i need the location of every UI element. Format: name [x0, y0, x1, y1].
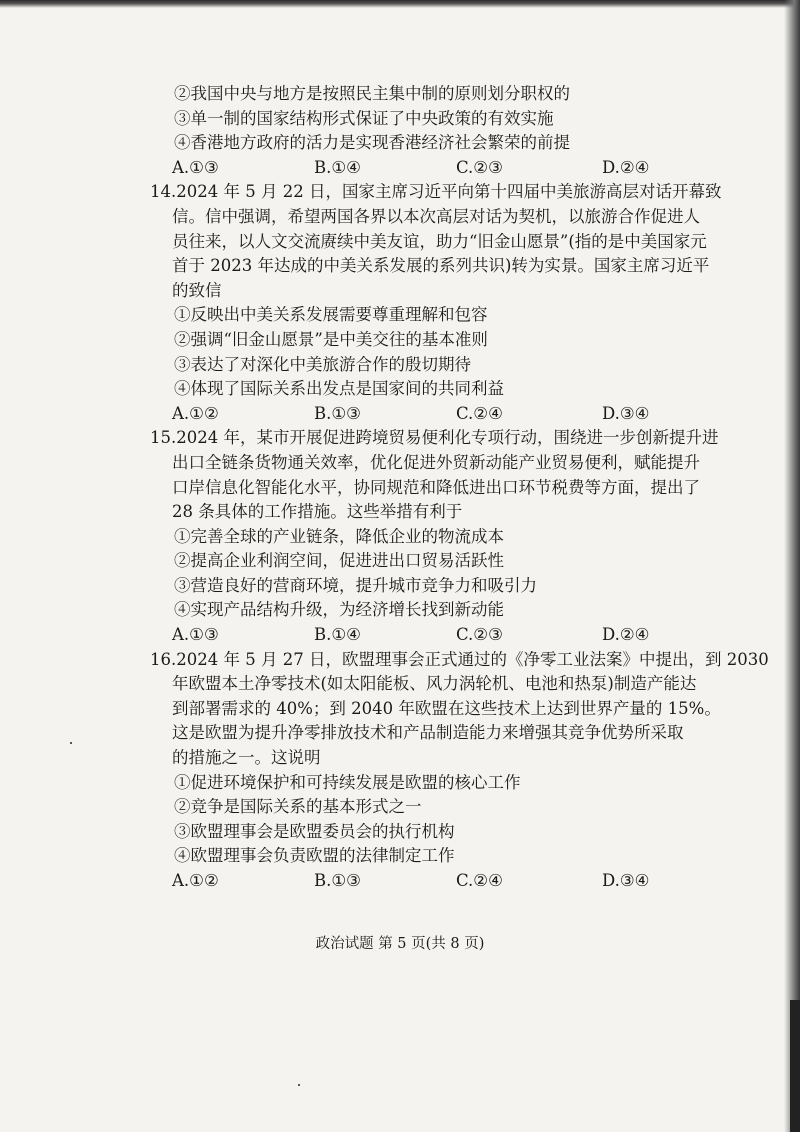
choice-b: B.①③ [314, 871, 361, 890]
option-4: ④体现了国际关系出发点是国家间的共同利益 [174, 379, 504, 399]
choice-c: C.②③ [456, 625, 503, 645]
question-stem-line: 信。信中强调，希望两国各界以本次高层对话为契机，以旅游合作促进人 [172, 206, 700, 226]
scan-shadow-top [0, 0, 800, 8]
option-2: ②强调“旧金山愿景”是中美交往的基本准则 [174, 329, 488, 349]
question-14 [150, 180, 722, 426]
option-4: ④实现产品结构升级，为经济增长找到新动能 [174, 600, 504, 620]
question-stem-line: 年欧盟本土净零技术(如太阳能板、风力涡轮机、电池和热泵)制造产能达 [172, 674, 697, 694]
answer-choices [172, 402, 712, 427]
option-3: ③单一制的国家结构形式保证了中央政策的有效实施 [174, 108, 554, 128]
question-stem-line: 出口全链条货物通关效率，优化促进外贸新动能产业贸易便利，赋能提升 [172, 452, 700, 472]
scan-speck [298, 1084, 300, 1086]
option-2: ②竞争是国际关系的基本形式之一 [174, 797, 422, 817]
choice-b: B.①④ [314, 625, 361, 645]
choice-c: C.②④ [456, 403, 503, 423]
question-13-continued [172, 82, 712, 180]
question-stem-line: 到部署需求的 40%；到 2040 年欧盟在这些技术上达到世界产量的 15%。 [172, 698, 721, 718]
option-4: ④欧盟理事会负责欧盟的法律制定工作 [174, 846, 455, 866]
scan-shadow-right [784, 0, 800, 1132]
question-15 [150, 426, 719, 647]
choice-c: C.②④ [456, 871, 503, 890]
question-stem-line: 28 条具体的工作措施。这些举措有利于 [172, 502, 463, 522]
choice-b: B.①③ [314, 403, 361, 423]
choice-d: D.③④ [602, 871, 650, 890]
question-stem-line: 的措施之一。这说明 [172, 748, 321, 768]
question-stem-line: 14.2024 年 5 月 22 日，国家主席习近平向第十四届中美旅游高层对话开幕致 [150, 182, 722, 202]
option-2: ②提高企业利润空间，促进进出口贸易活跃性 [174, 551, 504, 571]
choice-d: D.②④ [602, 157, 650, 177]
option-3: ③欧盟理事会是欧盟委员会的执行机构 [174, 821, 455, 841]
choice-c: C.②③ [456, 157, 503, 177]
option-3: ③表达了对深化中美旅游合作的殷切期待 [174, 354, 471, 374]
option-1: ①完善全球的产业链条，降低企业的物流成本 [174, 526, 504, 546]
question-stem-line: 员往来，以人文交流赓续中美友谊，助力“旧金山愿景”(指的是中美国家元 [172, 231, 707, 251]
answer-choices [172, 869, 712, 894]
choice-d: D.③④ [602, 403, 650, 423]
choice-a: A.①③ [172, 157, 219, 177]
scan-speck [70, 742, 72, 744]
option-2: ②我国中央与地方是按照民主集中制的原则划分职权的 [174, 84, 570, 103]
question-16 [150, 648, 769, 894]
option-3: ③营造良好的营商环境，提升城市竞争力和吸引力 [174, 575, 537, 595]
choice-d: D.②④ [602, 625, 650, 645]
question-stem-line: 的致信 [172, 280, 222, 300]
option-1: ①促进环境保护和可持续发展是欧盟的核心工作 [174, 772, 521, 792]
question-stem-line: 15.2024 年，某市开展促进跨境贸易便利化专项行动，围绕进一步创新提升进 [150, 428, 719, 448]
answer-choices [172, 623, 712, 648]
choice-a: A.①② [172, 871, 219, 890]
option-4: ④香港地方政府的活力是实现香港经济社会繁荣的前提 [174, 133, 570, 153]
option-1: ①反映出中美关系发展需要尊重理解和包容 [174, 305, 488, 325]
question-stem-line: 16.2024 年 5 月 27 日，欧盟理事会正式通过的《净零工业法案》中提出，到 2030 [150, 649, 769, 669]
choice-a: A.①③ [172, 625, 219, 645]
page-footer: 政治试题 第 5 页(共 8 页) [315, 936, 485, 952]
scan-shadow-right-bottom [790, 1000, 800, 1132]
choice-b: B.①④ [314, 157, 361, 177]
choice-a: A.①② [172, 403, 219, 423]
question-stem-line: 口岸信息化智能化水平，协同规范和降低进出口环节税费等方面，提出了 [172, 477, 700, 497]
question-stem-line: 这是欧盟为提升净零排放技术和产品制造能力来增强其竞争优势所采取 [172, 723, 684, 743]
answer-choices [172, 156, 712, 181]
question-stem-line: 首于 2023 年达成的中美关系发展的系列共识)转为实景。国家主席习近平 [172, 256, 710, 276]
exam-page-content [150, 82, 769, 894]
